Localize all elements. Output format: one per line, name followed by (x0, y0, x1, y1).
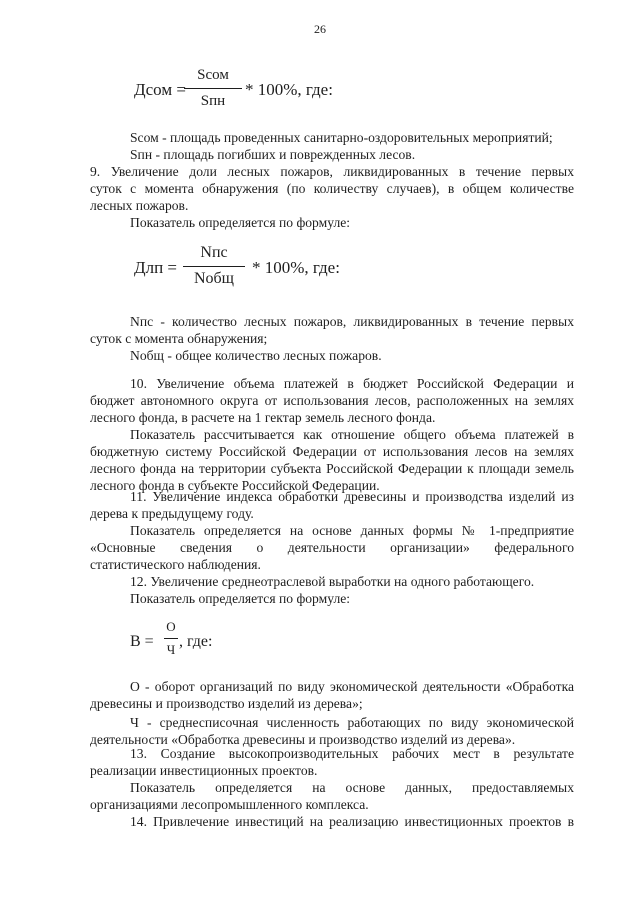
item-13-desc-line: организациями лесопромышленного комплекса. (90, 797, 369, 812)
definition-line: Sпн - площадь погибших и поврежденных лесов. (130, 147, 416, 162)
definition-line: Nобщ - общее количество лесных пожаров. (130, 348, 382, 363)
formula-denominator: Ч (166, 642, 176, 657)
formula-tail: * 100%, где: (252, 258, 340, 277)
formula-denominator: Nобщ (193, 270, 234, 287)
formula-numerator: Nпс (200, 244, 228, 261)
definition-line: Nпс - количество лесных пожаров, ликвидированных в течение первых (130, 314, 574, 329)
formula-tail: , где: (179, 633, 213, 650)
item-10-desc-line: лесного фонда в субъекте Российской Федерации. (90, 478, 380, 493)
definition-line: древесины и производство изделий из дерева»; (90, 696, 363, 711)
formula-intro: Показатель определяется по формуле: (130, 591, 351, 606)
item-12-line: 12. Увеличение среднеотраслевой выработки на одного работающего. (130, 574, 535, 589)
item-11-desc-line: статистического наблюдения. (90, 557, 261, 572)
definition-line: Sсом - площадь проведенных санитарно-оздоровительных мероприятий; (130, 130, 553, 145)
item-9-line: 9. Увеличение доли лесных пожаров, ликвидированных в течение первых (90, 164, 574, 179)
item-11-desc-line: «Основные сведения о деятельности организации» федерального (90, 540, 574, 555)
item-10-desc-line: бюджетную систему Российской Федерации от использования лесов на землях (90, 444, 574, 459)
page-number: 26 (314, 22, 326, 36)
formula-lhs: В = (130, 633, 154, 650)
item-13-line: реализации инвестиционных проектов. (90, 763, 318, 778)
formula-lhs: Длп = (134, 258, 178, 277)
formula-intro: Показатель определяется по формуле: (130, 215, 351, 230)
formula-lhs: Дсом = (134, 80, 186, 99)
definition-line: суток с момента обнаружения; (90, 331, 268, 346)
formula-numerator: Sсом (197, 67, 229, 83)
item-10-desc-line: Показатель рассчитывается как отношение общего объема платежей в (130, 427, 574, 442)
formula-numerator: О (166, 619, 176, 634)
item-14-line: 14. Привлечение инвестиций на реализацию инвестиционных проектов в (130, 814, 574, 829)
item-10-line: 10. Увеличение объема платежей в бюджет Российской Федерации и (130, 376, 574, 391)
fraction-bar (184, 88, 242, 89)
definition-line: деятельности «Обработка древесины и производство изделий из дерева». (90, 732, 516, 747)
definition-line: О - оборот организаций по виду экономической деятельности «Обработка (130, 679, 574, 694)
definition-line: Ч - среднесписочная численность работающих по виду экономической (130, 715, 574, 730)
item-10-desc-line: лесного фонда на территории субъекта Российской Федерации к площади земель (90, 461, 574, 476)
item-13-desc-line: Показатель определяется на основе данных, предоставляемых (130, 780, 574, 795)
item-13-line: 13. Создание высокопроизводительных рабочих мест в результате (130, 746, 574, 761)
formula-denominator: Sпн (200, 93, 226, 109)
formula-tail: * 100%, где: (245, 80, 333, 99)
item-11-line: 11. Увеличение индекса обработки древесины и производства изделий из (130, 489, 574, 504)
item-9-line: лесных пожаров. (90, 198, 189, 213)
fraction-bar (183, 266, 245, 267)
item-11-desc-line: Показатель определяется на основе данных формы № 1-предприятие (130, 523, 574, 538)
item-10-line: бюджет автономного округа от использования лесов, расположенных на землях (90, 393, 574, 408)
item-10-line: лесного фонда, в расчете на 1 гектар земель лесного фонда. (90, 410, 436, 425)
item-11-line: дерева к предыдущему году. (90, 506, 254, 521)
fraction-bar (164, 638, 178, 639)
item-9-line: суток с момента обнаружения (по количеству случаев), в общем количестве (90, 181, 574, 196)
